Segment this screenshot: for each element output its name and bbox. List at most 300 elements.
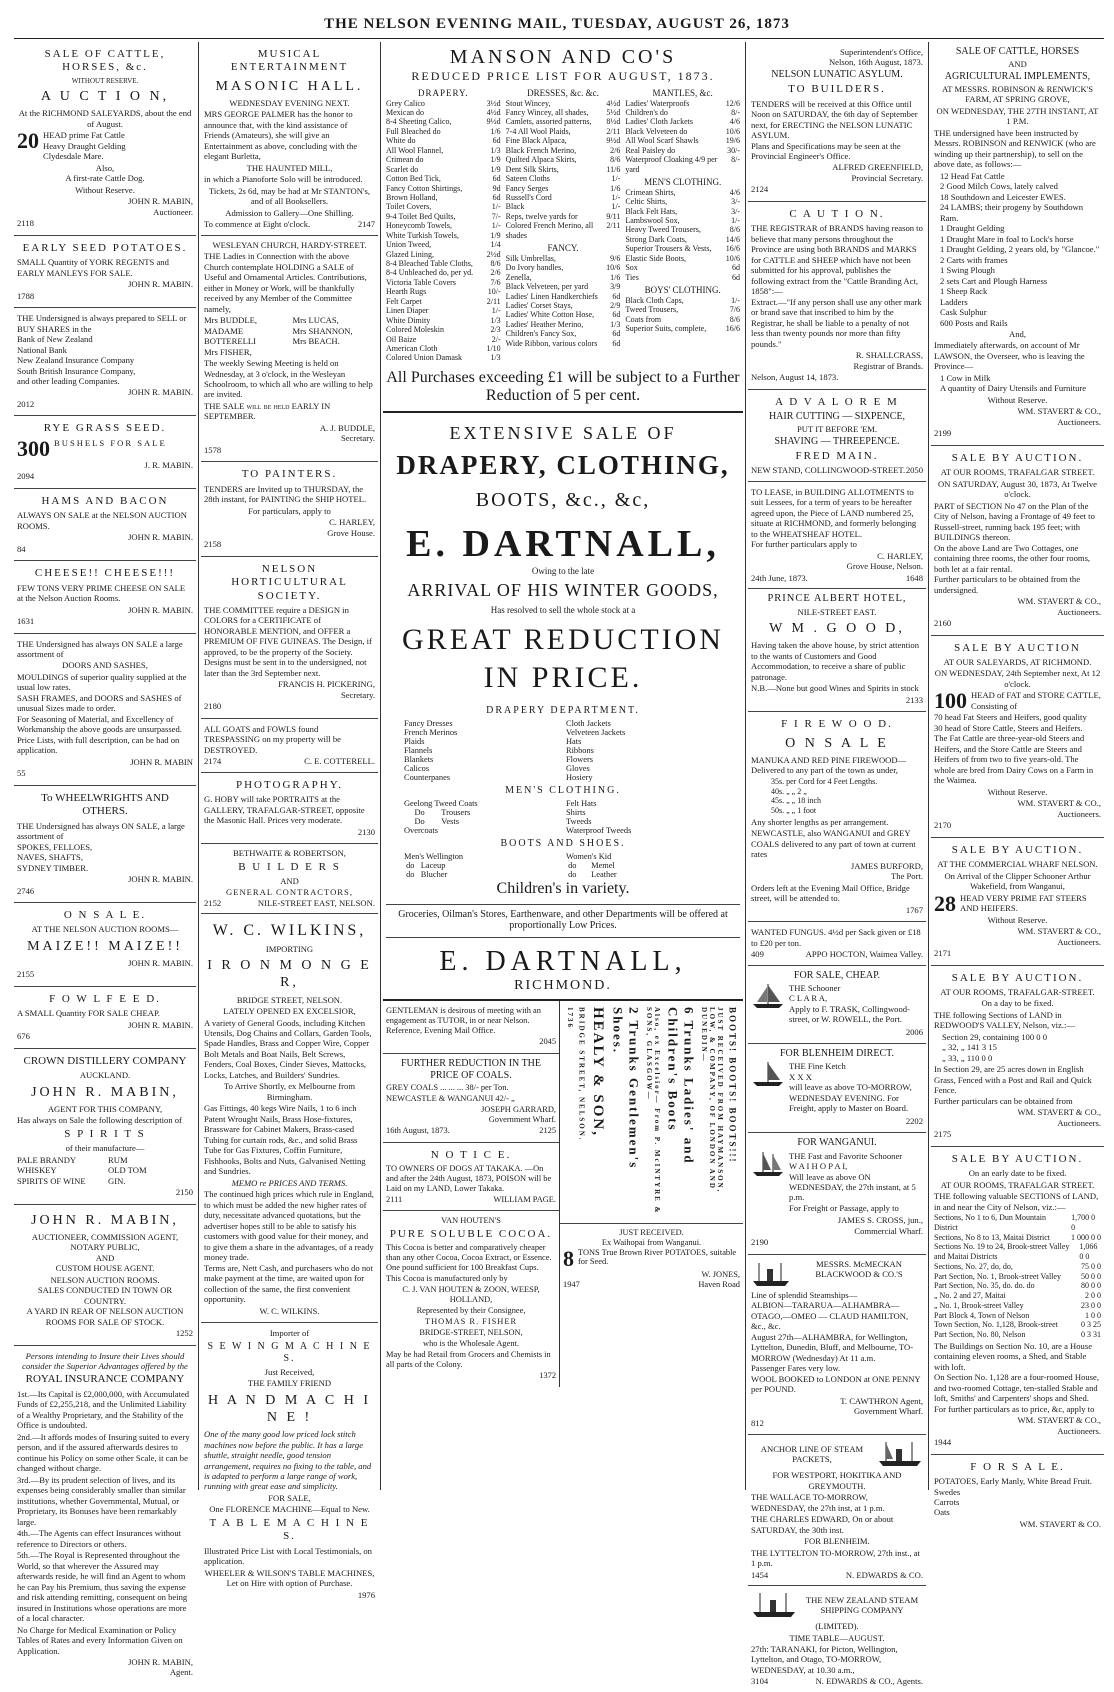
row-label: All Wool Scarf Shawls: [625, 136, 699, 146]
price-list: [625, 188, 740, 282]
row-value: 8/6: [490, 259, 501, 269]
price-row: [386, 278, 501, 287]
ad-blenheim-ketch: FOR BLENHEIM DIRECT. THE Fine Ketch X X X will leave as above TO-MORROW, WEDNESDAY EVENING. For Freight, apply to Master on Board. 2202: [748, 1044, 926, 1133]
row-label: Ladies' Heather Merino,: [505, 319, 584, 329]
row-value: 1/3: [490, 315, 501, 325]
ad-auction-section-47: SALE BY AUCTION. AT OUR ROOMS, TRAFALGAR STREET. ON SATURDAY, August 30, 1873, At Twelve o'clock. PART of SECTION No 47 on the Plan of the City of Nelson, having a Frontage of 49 feet to Russell-street, running back 195 feet; with BUILDINGS thereon. On the above Land are Two Cottages, one containing three rooms, the other four rooms, both let at a fair rental. Further particulars to be obtained from the undersigned. WM. STAVERT & CO., Auctioneers. 2160: [931, 446, 1104, 636]
row-label: Hearth Rugs: [386, 287, 427, 297]
price-row: [386, 136, 501, 145]
row-label: „ No. 1, Brook-street Valley: [934, 1300, 1024, 1310]
price-row: [506, 292, 621, 301]
row-label: 7-4 All Wool Plaids,: [505, 126, 571, 136]
row-value: 4/6: [729, 117, 741, 127]
price-row: [386, 325, 501, 334]
ad-shares: THE Undersigned is always prepared to SELL or BUY SHARES in the Bank of New Zealand National Bank New Zealand Insurance Company South British Insurance Company, and other leading Companies. JOHN R. MABIN. 2012: [14, 308, 196, 416]
ad-cattle-horses-sale: SALE OF CATTLE, HORSES, &c. WITHOUT RESERVE. A U C T I O N, At the RICHMOND SALEYARDS, about the end of August. 20 HEAD prime Fat Cattle Heavy Draught Gelding Clydesdale Mare. Also, A first-rate Cattle Dog. Without Reserve. JOHN R. MABIN, Auctioneer. 2118: [14, 42, 196, 236]
row-value: 23 0 0: [1081, 1300, 1101, 1310]
ad-anchor-line: ANCHOR LINE OF STEAM PACKETS, FOR WESTPORT, HOKITIKA AND GREYMOUTH. THE WALLACE TO-MORROW, WEDNESDAY, the 27th inst, at 1 p.m. THE CHARLES EDWARD, On or about SATURDAY, the 30th inst. FOR BLENHEIM. THE LYTTELTON TO-MORROW, 27th inst., at 1 p.m. 1454 N. EDWARDS & CO.: [748, 1435, 926, 1586]
price-row: [506, 263, 621, 272]
row-label: Full Bleached do: [386, 126, 441, 136]
row-value: 1/-: [611, 174, 621, 184]
price-row: [386, 99, 501, 108]
price-list: [506, 99, 621, 241]
row-label: Dent Silk Skirts,: [505, 164, 559, 174]
row-label: Union Tweed,: [386, 240, 432, 250]
ad-for-sale-potatoes: F O R S A L E. POTATOES, Early Manly, White Bread Fruit. Swedes Carrots Oats WM. STAVERT & CO.: [934, 1460, 1101, 1529]
column-5: [931, 42, 1104, 1529]
ad-photography: PHOTOGRAPHY. G. HOBY will take PORTRAITS at the GALLERY, TRAFALGAR-STREET, opposite the Masonic Hall. Prices very moderate. 2130: [201, 773, 378, 844]
manson-dresses-list: DRESSES, &c. &c. Stout Wincey, 4½d Fancy Wincey, all shades, 5½d Camlets, assorted patterns, 8½d 7-4 All Wool Plaids, 2/11 Fine Black Alpaca, 9½d Black French Merino, 2/6 Quilted Alpaca Skirts, 8/6 Dent Silk Skirts, 11/6 Sateen Cloths 1/- Fancy Serges 1/6 Russell's Cord 1/- Black 1/- Reps, twelve yards for 9/11 Colored French Merino, all shades 2/11 FANCY. Silk Umbrellas, 9/6 Do Ivory handles, 10/6 Zenella, 1/6 Black Velveteen, per yard 3/9 Ladies' Linen Handkerchiefs 6d Ladies' Corset Stays, 2/9 Ladies' White Cotton Hose, 6d Ladies' Heather Merino, 1/3 Children's Fancy Sox, 6d Wide Ribbon, various colors 6d: [505, 88, 621, 348]
row-value: 1/-: [491, 202, 501, 212]
row-value: 1/10: [486, 343, 501, 353]
newspaper-masthead: THE NELSON EVENING MAIL, TUESDAY, AUGUST 26, 1873: [324, 16, 790, 32]
firewood-prices: [751, 777, 923, 816]
row-label: Reps, twelve yards for: [505, 211, 578, 221]
row-label: Crimean do: [386, 155, 424, 165]
ad-wesleyan-church: WESLEYAN CHURCH, HARDY-STREET. THE Ladies in Connection with the above Church contemplate HOLDING a SALE of Useful and Ornamental Articles. Contributions, either in Money or Work, will be thankfully received by any Member of the Committee namely, Mrs BUDDLE, MADAME BOTTERELLI Mrs FISHER, Mrs LUCAS, Mrs SHANNON, Mrs BEACH. The weekly Sewing Meeting is held on Wednesday, at 3 o'clock, in the Wesleyan Schoolroom, to which all who are willing to help are invited. THE SALE will be held EARLY IN SEPTEMBER. A. J. BUDDLE, Secretary. 1578: [201, 236, 378, 463]
price-row: [625, 108, 740, 117]
price-row: [506, 193, 621, 202]
price-row: [386, 306, 501, 315]
row-value: 1/6: [610, 183, 621, 193]
row-value: 1/-: [491, 306, 501, 316]
row-value: 8½d: [606, 117, 621, 127]
row-label: Superior Suits, complete,: [625, 324, 707, 334]
row-label: Sections, No 8 to 13, Maitai District: [934, 1232, 1050, 1242]
row-value: 10/6: [725, 253, 741, 263]
row-value: 6d: [732, 263, 741, 273]
price-row: [386, 202, 501, 211]
price-row: [506, 212, 621, 221]
row-label: 8-4 Unbleached do, per yd.: [386, 268, 474, 278]
row-value: 9d: [492, 183, 501, 193]
row-value: 75 0 0: [1081, 1261, 1101, 1271]
row-value: 1/-: [611, 202, 621, 212]
ad-wheelwrights: To WHEELWRIGHTS AND OTHERS. THE Undersigned has always ON SALE, a large assortment of SPOKES, FELLOES, NAVES, SHAFTS, SYDNEY TIMBER. JOHN R. MABIN. 2746: [14, 786, 196, 903]
row-label: 9-4 Toilet Bed Quilts,: [386, 211, 456, 221]
row-value: 16/6: [725, 244, 741, 254]
ad-tutor: GENTLEMAN is desirous of meeting with an engagement as TUTOR, in or near Nelson. Reference, Evening Mail Office. 2045: [383, 1001, 559, 1054]
row-label: Fancy Wincey, all shades,: [505, 108, 589, 118]
land-sections-table: [934, 1213, 1101, 1340]
price-row: [506, 310, 621, 319]
price-list: [625, 99, 740, 175]
ad-nz-steam-shipping: THE NEW ZEALAND STEAM SHIPPING COMPANY (LIMITED). TIME TABLE—AUGUST. 27th: TARANAKI, for Picton, Wellington, Lyttelton, and Otago, TO-MORROW, WEDNESDAY, at 10.30 a.m., 3104 N. EDWARDS & CO., Agents.: [748, 1586, 926, 1692]
ad-fungus: WANTED FUNGUS. 4½d per Sack given or £18 to £20 per ton. 409 APPO HOCTON, Waimea Valley.: [748, 922, 926, 965]
row-value: 0 3 25: [1081, 1320, 1101, 1330]
manson-mantles-list: MANTLES, &c. Ladies' Waterproofs 12/6 Children's do 8/- Ladies' Cloth Jackets 4/6 Black Velveteen do 10/6 All Wool Scarf Shawls 19/6 Real Paisley do 30/- Waterproof Cloaking 4/9 per yard 8/- MEN'S CLOTHING. Crimean Shirts, 4/6 Celtic Shirts, 3/- Black Felt Hats, 3/- Lambswool Sox, 1/- Heavy Tweed Trousers, 8/6 Strong Dark Coats, 14/6 Superior Trousers & Vests, 16/6 Elastic Side Boots, 10/6 Sox 6d Ties 6d BOYS' CLOTHING. Black Cloth Caps, 1/- Tweed Trousers, 7/6 Coats from 8/6 Superior Suits, complete, 16/6: [625, 88, 741, 334]
row-value: 4½d: [486, 108, 501, 118]
column-rule: [928, 42, 929, 1490]
row-label: White Turkish Towels,: [386, 230, 459, 240]
row-value: 1/9: [490, 230, 501, 240]
price-row: [934, 1320, 1101, 1330]
center-column: [383, 42, 743, 1387]
column-2: [201, 42, 378, 1600]
row-value: 19/6: [725, 136, 741, 146]
row-label: Mexican do: [386, 108, 424, 118]
steamship-icon: [751, 1590, 797, 1620]
row-value: 6d: [612, 329, 621, 339]
row-label: Crimean Shirts,: [625, 187, 676, 197]
price-row: [386, 231, 501, 240]
price-row: [934, 1272, 1101, 1282]
price-row: [625, 155, 740, 174]
row-value: 1/9: [490, 164, 501, 174]
price-row: [386, 297, 501, 306]
ad-mabin-auctioneer: JOHN R. MABIN, AUCTIONEER, COMMISSION AGENT, NOTARY PUBLIC, AND CUSTOM HOUSE AGENT. NELSON AUCTION ROOMS. SALES CONDUCTED IN TOWN OR COUNTRY. A YARD IN REAR OF NELSON AUCTION ROOMS FOR SALE OF STOCK. 1252: [14, 1205, 196, 1346]
price-row: [771, 806, 923, 816]
price-row: [386, 184, 501, 193]
row-label: Heavy Tweed Trousers,: [625, 225, 701, 235]
price-row: [386, 221, 501, 230]
row-label: Part Section, No. 1, Brook-street Valley: [934, 1271, 1061, 1281]
row-label: Waterproof Cloaking 4/9 per yard: [625, 155, 718, 174]
price-row: [506, 108, 621, 117]
column-rule: [745, 42, 746, 1490]
row-label: Elastic Side Boots,: [625, 253, 687, 263]
price-list: [386, 99, 501, 363]
price-row: [506, 254, 621, 263]
price-row: [506, 155, 621, 164]
price-row: [506, 127, 621, 136]
ad-wanganui-schooner: FOR WANGANUI. THE Fast and Favorite Schooner W A I H O P A I, Will leave as above ON WEDNESDAY, the 27th instant, at 5 p.m. For Freight or Passage, apply to JAMES S. CROSS, jun., Commercial Wharf. 2190: [748, 1133, 926, 1255]
row-label: Coats from: [625, 314, 662, 324]
row-value: 0 3 31: [1081, 1330, 1101, 1340]
row-value: 1/4: [490, 240, 501, 250]
price-row: [386, 250, 501, 259]
row-value: 3/-: [731, 197, 741, 207]
row-label: Children's Fancy Sox,: [505, 329, 577, 339]
row-value: 10/6: [725, 126, 741, 136]
price-row: [506, 282, 621, 291]
row-value: 1/-: [491, 221, 501, 231]
price-row: [386, 240, 501, 249]
price-row: [386, 287, 501, 296]
row-value: 6d: [612, 338, 621, 348]
price-row: [506, 165, 621, 174]
price-row: [771, 777, 923, 787]
price-row: [386, 155, 501, 164]
price-row: [506, 329, 621, 338]
ad-auction-sections-nelson: SALE BY AUCTION. On an early date to be fixed. AT OUR ROOMS, TRAFALGAR STREET. THE following valuable SECTIONS of LAND, in and near the City of Nelson, viz.:— Sections, No 1 to 6, Dun Mountain District 1,700 0 0 Sections, No 8 to 13, Maitai District 1 000 0 0 Sections No. 19 to 24, Brook-street Valley and Maitai Districts 1,066 0 0 Sections, No. 27, do, do, 75 0 0 Part Section, No. 1, Brook-street Valley 50 0 0 Part Section, No. 35, do. do. do 80 0 0 „ No. 2 and 27, Maitai 2 0 0 „ No. 1, Brook-street Valley 23 0 0 Part Block 4, Town of Nelson 1 0 0 Town Section, No. 1,128, Brook-street 0 3 25 Part Section, No. 80, Nelson 0 3 31 The Buildings on Section No. 10, are a House containing eleven rooms, a Shed, and Stable with loft. On Section No. 1,128 are a four-roomed House, and two-roomed Cottage, ten-stalled Stable and loft, Smiths' and Carpenters' shops and Shed. For further particulars as to price, &c, apply to WM. STAVERT & CO., Auctioneers. 1944: [931, 1147, 1104, 1455]
row-value: 8/-: [731, 155, 741, 165]
price-row: [625, 207, 740, 216]
ad-cheese: CHEESE!! CHEESE!!! FEW TONS VERY PRIME CHEESE ON SALE at the Nelson Auction Rooms. JOHN R. MABIN. 1631: [14, 561, 196, 633]
ad-dartnall-sale: EXTENSIVE SALE OF DRAPERY, CLOTHING, BOOTS, &c., &c, E. DARTNALL, Owing to the late ARRIVAL OF HIS WINTER GOODS, Has resolved to sell the whole stock at a GREAT REDUCTION IN PRICE. DRAPERY DEPARTMENT. Fancy Dresses French Merinos Plaids Flannels Blankets Calicos Counterpanes Cloth Jackets Velveteen Jackets Hats Ribbons Flowers Gloves Hosiery MEN'S CLOTHING. Geelong Tweed Coats Do Trousers Do Vests Overcoats Felt Hats Shirts Tweeds Waterproof Tweeds BOOTS AND SHOES. Men's Wellington do Laceup do Blucher Women's Kid do Memel do Leather Children's in variety. Groceries, Oilman's Stores, Earthenware, and other Departments will be offered at proportionally Low Prices. E. DARTNALL, RICHMOND.: [383, 413, 743, 1001]
ad-van-houten-cocoa: VAN HOUTEN'S PURE SOLUBLE COCOA. This Cocoa is better and comparatively cheaper than any other Cocoa, Cocoa Extract, or Essence. One pound sufficient for 100 Breakfast Cups. This Cocoa is manufactured only by C. J. VAN HOUTEN & ZOON, WEESP, HOLLAND, Represented by their Consignee, THOMAS R. FISHER BRIDGE-STREET, NELSON, who is the Wholesale Agent. May be had Retail from Grocers and Chemists in all parts of the Colony. 1372: [386, 1216, 556, 1381]
ad-sewing-machines: Importer of S E W I N G M A C H I N E S. Just Received, THE FAMILY FRIEND H A N D M A C H I N E ! One of the many good low priced lock stitch machines now before the public. It has a large shuttle, straight needle, good tension arrangement, requires no fixing to the table, and is adapted to perform a large range of work, running with great ease and simplicity. FOR SALE, One FLORENCE MACHINE—Equal to New. T A B L E M A C H I N E S. Illustrated Price List with Local Testimonials, on application. WHEELER & WILSON'S TABLE MACHINES, Let on Hire with option of Purchase. 1976: [204, 1328, 375, 1600]
ad-auction-richmond-cattle: SALE BY AUCTION AT OUR SALEYARDS, AT RICHMOND. ON WEDNESDAY, 24th September next, At 12 o'clock. 100 HEAD of FAT and STORE CATTLE, Consisting of 70 head Fat Steers and Heifers, good quality 30 head of Store Cattle, Steers and Heifers. The Fat Cattle are three-year-old Steers and Heifers, and the Store Cattle are Steers and Heifers of from two to five years-old. The whole are bred from Dairy Cows on a Farm in the Waimea. Without Reserve. WM. STAVERT & CO., Auctioneers. 2170: [931, 636, 1104, 838]
row-value: 1/-: [611, 192, 621, 202]
price-row: [386, 259, 501, 268]
ad-musical-entertainment: MUSICAL ENTERTAINMENT MASONIC HALL. WEDNESDAY EVENING NEXT. MRS GEORGE PALMER has the honor to announce that, with the kind assistance of Friends (Amateurs), she will give an Entertainment as above, concluding with the elegant Burletta, THE HAUNTED MILL, in which a Pianoforte Solo will be introduced. Tickets, 2s 6d, may be had at Mr STANTON's, and of all Booksellers. Admission to Gallery—One Shilling. To commence at Eight o'clock. 2147: [201, 42, 378, 236]
row-value: 1/3: [490, 145, 501, 155]
row-label: Ladies' Corset Stays,: [505, 300, 573, 310]
row-label: Part Section, No. 35, do. do. do: [934, 1281, 1035, 1291]
row-value: 3/9: [610, 282, 621, 292]
ad-horticultural-society: NELSON HORTICULTURAL SOCIETY. THE COMMITTEE require a DESIGN in COLORS for a CERTIFICATE of HONORABLE MENTION, and OFFER a PREMIUM OF FIVE GUINEAS. The Design, if approved, to be the property of the Society. Designs must be sent in to the undersigned, not later than the 3rd September next. FRANCIS H. PICKERING, Secretary. 2180: [201, 557, 378, 719]
row-label: Lambswool Sox,: [625, 216, 680, 226]
row-label: Ties: [625, 272, 639, 282]
row-value: 6d: [492, 136, 501, 146]
row-value: 8/6: [729, 225, 741, 235]
row-label: Fine Black Alpaca,: [505, 136, 567, 146]
price-row: [625, 305, 740, 314]
row-value: 80 0 0: [1081, 1281, 1101, 1291]
price-row: [934, 1213, 1101, 1233]
ad-bethwaite-robertson: BETHWAITE & ROBERTSON, B U I L D E R S AND GENERAL CONTRACTORS, 2152 NILE-STREET EAST, NELSON.: [201, 844, 378, 914]
row-label: Black French Merino,: [505, 145, 577, 155]
ad-maize: O N S A L E. AT THE NELSON AUCTION ROOMS— MAIZE!! MAIZE!! JOHN R. MABIN. 2155: [14, 903, 196, 987]
row-value: 1/9: [490, 155, 501, 165]
column-4: [748, 42, 926, 1687]
price-row: [506, 202, 621, 211]
price-row: [625, 254, 740, 263]
ship-icon: [751, 1060, 785, 1088]
row-value: 2/6: [610, 145, 621, 155]
ad-doors-sashes: THE Undersigned has always ON SALE a large assortment of DOORS AND SASHES, MOULDINGS of superior quality supplied at the usual low rates. SASH FRAMES, and DOORS and SASHES of unusual Sizes made to order. For Seasoning of Material, and Excellency of Workmanship the above goods are unsurpassed. Price Lists, with full description, can be had on application. JOHN R. MABIN 55: [14, 634, 196, 786]
price-row: [506, 301, 621, 310]
row-label: Part Block 4, Town of Nelson: [934, 1310, 1030, 1320]
row-value: 8/6: [729, 314, 741, 324]
row-value: 1/6: [490, 126, 501, 136]
price-row: [386, 146, 501, 155]
row-value: 4½d: [606, 98, 621, 108]
row-label: Colored Moleskin: [386, 325, 444, 335]
ad-seed-potatoes: EARLY SEED POTATOES. SMALL Quantity of YORK REGENTS and EARLY MANLEYS FOR SALE. JOHN R. MABIN. 1788: [14, 236, 196, 308]
ad-auction-commercial-wharf: SALE BY AUCTION. AT THE COMMERCIAL WHARF NELSON. On Arrival of the Clipper Schooner Arthur Wakefield, from Wanganui, 28 HEAD VERY PRIME FAT STEERS AND HEIFERS. Without Reserve. WM. STAVERT & CO., Auctioneers. 2171: [931, 838, 1104, 966]
price-row: [506, 99, 621, 108]
price-row: [625, 244, 740, 253]
row-label: Toilet Covers,: [386, 202, 432, 212]
row-value: 1,066 0 0: [1079, 1242, 1098, 1262]
column-rule: [198, 42, 199, 1490]
masthead-rule: [14, 38, 1104, 39]
row-label: Quilted Alpaca Skirts,: [505, 155, 577, 165]
price-row: [625, 197, 740, 206]
price-row: [386, 165, 501, 174]
row-label: Colored Union Damask: [386, 353, 462, 363]
row-label: American Cloth: [386, 343, 438, 353]
row-label: 8-4 Sheeting Calico,: [386, 117, 452, 127]
price-row: [934, 1233, 1101, 1243]
price-row: [506, 221, 621, 240]
price-row: [934, 1242, 1101, 1262]
row-label: Honeycomb Towels,: [386, 221, 452, 231]
price-row: [386, 117, 501, 126]
row-label: 40s. „ „ 2 „: [771, 786, 807, 796]
price-list: [506, 254, 621, 348]
ad-auction-redwoods-valley: SALE BY AUCTION. AT OUR ROOMS, TRAFALGAR-STREET. On a day to be fixed. THE following Sections of LAND in REDWOOD'S VALLEY, Nelson, viz.:— Section 29, containing 100 0 0 „ 32, „ 141 3 15 „ 33, „ 110 0 0 In Section 29, are 25 acres down in English Grass, Fenced with a Post and Rail and Quick Fence. Further particulars can be obtained from WM. STAVERT & CO., Auctioneers. 2175: [931, 966, 1104, 1147]
price-row: [506, 117, 621, 126]
center-lower: [383, 1001, 743, 1387]
price-row: [386, 212, 501, 221]
price-row: [771, 796, 923, 806]
price-row: [934, 1330, 1101, 1340]
row-value: 12/6: [725, 98, 741, 108]
row-value: 9½d: [486, 117, 501, 127]
price-row: [625, 296, 740, 305]
row-value: 30/-: [727, 145, 741, 155]
ship-icon: [751, 1150, 785, 1178]
row-value: 1/-: [731, 216, 741, 226]
price-row: [625, 273, 740, 282]
row-label: Zenella,: [505, 272, 532, 282]
price-row: [386, 335, 501, 344]
row-label: Wide Ribbon, various colors: [505, 338, 598, 348]
row-label: Do Ivory handles,: [505, 263, 564, 273]
row-label: Felt Carpet: [386, 296, 422, 306]
ad-manson-price-list: MANSON AND CO'S REDUCED PRICE LIST FOR AUGUST, 1873. DRAPERY. Grey Calico 3½d Mexican do 4½d 8-4 Sheeting Calico, 9½d Full Bleached do 1/6 White do 6d All Wool Flannel, 1/3 Crimean do 1/9 Scarlet do 1/9 Cotton Bed Tick, 6d Fancy Cotton Shirtings, 9d Brown Holland, 6d Toilet Covers, 1/- 9-4 Toilet Bed Quilts, 7/- Honeycomb Towels, 1/- White Turkish Towels, 1/9 Union Tweed, 1/4 Glazed Lining, 2½d 8-4 Bleached Table Cloths, 8/6 8-4 Unbleached do, per yd. 2/6 Victoria Table Covers 7/6 Hearth Rugs 10/- Felt Carpet 2/11 Linen Diaper 1/- White Dimity 1/3 Colored Moleskin 2/3 Oil Baize 2/- American Cloth 1/10 Colored Union Damask 1/3 DRESSES, &c. &c. Stout Wincey, 4½d Fancy Wincey, all shades, 5½d Camlets, assorted patterns, 8½d 7-4 All Wool Plaids, 2/11 Fine Black Alpaca, 9½d Black French Merino, 2/6 Quilted Alpaca Skirts, 8/6 Dent Silk Skirts, 11/6 Sateen Cloths 1/- Fancy Serges 1/6 Russell's Cord 1/- Black 1/- Reps, twelve yards for 9/11 Colored French Merino, all shades 2/11 FANCY. Silk Umbrellas, 9/6 Do Ivory handles, 10/6 Zenella, 1/6 Black Velveteen, per yard 3/9 Ladies' Linen Handkerchiefs 6d Ladies' Corset Stays, 2/9 Ladies' White Cotton Hose, 6d Ladies' Heather Merino, 1/3 Children's Fancy Sox, 6d Wide Ribbon, various colors 6d MANTLES, &c. Ladies' Waterproofs 12/6 Children's do 8/- Ladies' Cloth Jackets 4/6 Black Velveteen do 10/6 All Wool Scarf Shawls 19/6 Real Paisley do 30/- Waterproof Cloaking 4/9 per yard 8/- MEN'S CLOTHING. Crimean Shirts, 4/6 Celtic Shirts, 3/- Black Felt Hats, 3/- Lambswool Sox, 1/- Heavy Tweed Trousers, 8/6 Strong Dark Coats, 14/6 Superior Trousers & Vests, 16/6 Elastic Side Boots, 10/6 Sox 6d Ties 6d BOYS' CLOTHING. Black Cloth Caps, 1/- Tweed Trousers, 7/6 Coats from 8/6 Superior Suits, complete, 16/6 All Purchases exceeding £1 will be subject to a Further Reduction of 5 per cent.: [383, 42, 743, 413]
price-row: [625, 225, 740, 234]
column-rule: [380, 42, 381, 1490]
row-value: 1/6: [610, 272, 621, 282]
row-value: 8/-: [731, 108, 741, 118]
price-row: [386, 316, 501, 325]
row-value: 14/6: [725, 234, 741, 244]
ad-prince-albert-hotel: PRINCE ALBERT HOTEL, NILE-STREET EAST. W M . G O O D, Having taken the above house, by strict attention to the wants of Customers and Good Accommodation, to receive a share of public patronage. N.B.—None but good Wines and Spirits in stock 2133: [748, 589, 926, 712]
ad-crown-distillery: CROWN DISTILLERY COMPANY AUCKLAND. JOHN R. MABIN, AGENT FOR THIS COMPANY, Has always on Sale the following description of S P I R I T S of their manufacture— PALE BRANDY WHISKEY SPIRITS OF WINE RUM OLD TOM GIN. 2150: [14, 1049, 196, 1205]
row-label: Oil Baize: [386, 334, 417, 344]
steamship-icon: [751, 1259, 791, 1289]
ad-mcmeckan-steamships: MESSRS. McMECKAN BLACKWOOD & CO.'S Line of splendid Steamships— ALBION—TARARUA—ALHAMBRA—OTAGO,—OMEO — CLAUD HAMILTON, &c., &c. August 27th—ALHAMBRA, for Wellington, Lyttelton, Dunedin, Bluff, and Melbourne, TO-MORROW (Wednesday) At 11 a.m. Passenger Fares very low. WOOL BOOKED to LONDON at ONE PENNY per POUND. T. CAWTHRON Agent, Government Wharf. 812: [748, 1255, 926, 1435]
ad-notice-dogs: N O T I C E. TO OWNERS OF DOGS AT TAKAKA. —On and after the 24th August, 1873, POISON will be Laid on my LAND, Lower Takaka. 2111 WILLIAM PAGE.: [383, 1143, 559, 1212]
row-value: 11/6: [606, 164, 621, 174]
row-value: 1,700 0 0: [1071, 1213, 1096, 1232]
row-value: 7/6: [490, 277, 501, 287]
row-value: 10/6: [606, 263, 621, 273]
price-row: [506, 273, 621, 282]
row-label: Grey Calico: [386, 98, 425, 108]
ad-schooner-clara: FOR SALE, CHEAP. THE Schooner C L A R A, Apply to F. TRASK, Collingwood-street, or W. ROWELL, the Port. 2006: [748, 966, 926, 1045]
ship-icon: [751, 982, 785, 1010]
ad-goats-fowls: ALL GOATS and FOWLS found TRESPASSING on my property will be DESTROYED. 2174 C. E. COTTERELL.: [201, 719, 378, 773]
row-label: Black Felt Hats,: [625, 206, 678, 216]
row-label: Black Cloth Caps,: [625, 295, 684, 305]
row-label: 35s. per Cord for 4 Feet Lengths.: [771, 776, 878, 786]
row-label: Ladies' Linen Handkerchiefs: [505, 291, 598, 301]
price-row: [934, 1311, 1101, 1321]
row-value: 2/6: [490, 268, 501, 278]
row-value: 6d: [492, 174, 501, 184]
row-label: Linen Diaper: [386, 306, 429, 316]
row-value: 2/11: [486, 296, 501, 306]
row-label: Russell's Cord: [505, 192, 552, 202]
steamship-icon: [877, 1439, 923, 1469]
ad-lease: TO LEASE, in BUILDING ALLOTMENTS to suit Lessees, for a term of years to be hereafter agreed upon, the Piece of LAND numbered 25, situate at RICHMOND, and formerly belonging to the WHEATSHEAF HOTEL. For further particulars apply to C. HARLEY, Grove House, Nelson. 24th June, 1873. 1648: [748, 482, 926, 589]
row-label: Black Velveteen do: [625, 126, 688, 136]
price-row: [771, 787, 923, 797]
row-label: Ladies' Waterproofs: [625, 98, 690, 108]
row-label: Part Section, No. 80, Nelson: [934, 1330, 1026, 1340]
ad-potatoes: JUST RECEIVED. Ex Waihopai from Wanganui. 8 TONS True Brown River POTATOES, suitable for Seed. W. JONES, 1947 Haven Road: [563, 1227, 740, 1289]
row-label: Cotton Bed Tick,: [386, 174, 441, 184]
row-value: 1 000 0 0: [1071, 1232, 1101, 1242]
row-label: Sections, No 1 to 6, Dun Mountain District: [934, 1213, 1046, 1232]
ad-rye-grass: RYE GRASS SEED. 300 BUSHELS FOR SALE J. R. MABIN. 2094: [14, 416, 196, 488]
row-label: Celtic Shirts,: [625, 197, 668, 207]
row-label: Colored French Merino, all shades: [505, 221, 594, 240]
price-row: [506, 146, 621, 155]
ad-healy-son-boots: BOOTS! BOOTS! BOOTS!!! JUST RECEIVED FROM HAYMANSON, LOW, & COMPANY, OF LONDON AND DUNEDIN— 6 Trunks Ladies' and Children's Boots Also, ex Excelsior— From P. McINTYRE & SONS, GLASGOW— 2 Trunks Gentlemen's Shoes. HEALY & SON, BRIDGE STREET, NELSON. 1736: [560, 1001, 743, 1224]
price-row: [386, 127, 501, 136]
price-row: [625, 146, 740, 155]
price-row: [625, 188, 740, 197]
price-row: [625, 127, 740, 136]
row-value: 50 0 0: [1081, 1271, 1101, 1281]
price-row: [625, 117, 740, 126]
manson-drapery-list: DRAPERY. Grey Calico 3½d Mexican do 4½d 8-4 Sheeting Calico, 9½d Full Bleached do 1/6 White do 6d All Wool Flannel, 1/3 Crimean do 1/9 Scarlet do 1/9 Cotton Bed Tick, 6d Fancy Cotton Shirtings, 9d Brown Holland, 6d Toilet Covers, 1/- 9-4 Toilet Bed Quilts, 7/- Honeycomb Towels, 1/- White Turkish Towels, 1/9 Union Tweed, 1/4 Glazed Lining, 2½d 8-4 Bleached Table Cloths, 8/6 8-4 Unbleached do, per yd. 2/6 Victoria Table Covers 7/6 Hearth Rugs 10/- Felt Carpet 2/11 Linen Diaper 1/- White Dimity 1/3 Colored Moleskin 2/3 Oil Baize 2/- American Cloth 1/10 Colored Union Damask 1/3: [386, 88, 501, 363]
row-label: Sections, No. 27, do, do,: [934, 1261, 1013, 1271]
row-value: 9/6: [610, 253, 621, 263]
row-label: All Wool Flannel,: [386, 145, 444, 155]
row-label: White do: [386, 136, 416, 146]
row-value: 1/3: [610, 319, 621, 329]
row-value: 7/-: [491, 211, 501, 221]
row-label: 45s. „ „ 18 inch: [771, 796, 821, 806]
column-1: [14, 42, 196, 1678]
ad-caution-brands: C A U T I O N. THE REGISTRAR of BRANDS having reason to believe that many persons throughout the Province are using both BRANDS and MARKS for CATTLE and SHEEP which have not been submitted for his approval, publishes the following extract from the "Cattle Branding Act, 1858":— Extract.—"If any person shall use any other mark or brand save that inscribed to him by the Registrar, he shall be liable to a penalty of not less than twenty pounds nor more than fifty pounds." R. SHALLCRASS, Registrar of Brands. Nelson, August 14, 1873.: [748, 202, 926, 390]
row-value: 10/-: [487, 287, 501, 297]
ad-coals: FURTHER REDUCTION IN THE PRICE OF COALS. GREY COALS ... ... ... 38/- per Ton. NEWCASTLE & WANGANUI 42/- „ JOSEPH GARRARD, Government Wharf. 16th August, 1873. 2125: [383, 1054, 559, 1142]
price-row: [386, 193, 501, 202]
ad-hams-bacon: HAMS AND BACON ALWAYS ON SALE at the NELSON AUCTION ROOMS. JOHN R. MABIN. 84: [14, 489, 196, 561]
row-label: Sections No. 19 to 24, Brook-street Valley and Maitai Districts: [934, 1242, 1070, 1262]
row-label: „ No. 2 and 27, Maitai: [934, 1291, 1006, 1301]
row-value: 2/11: [606, 221, 621, 231]
row-value: 2/-: [491, 334, 501, 344]
row-value: 8/6: [610, 155, 621, 165]
ad-to-painters: TO PAINTERS. TENDERS are Invited up to THURSDAY, the 28th instant, for PAINTING the SHIP HOTEL. For particulars, apply to C. HARLEY, Grove House. 2158: [201, 462, 378, 556]
row-label: Brown Holland,: [386, 192, 438, 202]
row-value: 9/11: [606, 211, 621, 221]
row-label: Black: [505, 202, 525, 212]
row-label: Superior Trousers & Vests,: [625, 244, 712, 254]
price-row: [506, 184, 621, 193]
price-list: [625, 296, 740, 334]
row-label: Silk Umbrellas,: [505, 253, 556, 263]
price-row: [625, 136, 740, 145]
price-row: [386, 353, 501, 362]
ad-wilkins-ironmonger: W. C. WILKINS, IMPORTING I R O N M O N G E R, BRIDGE STREET, NELSON. LATELY OPENED EX EXCELSIOR, A variety of General Goods, including Kitchen Utensils, Dog Chains and Collars, Garden Tools, Spade Handles, Brass and Copper Wire, Copper Bolt Metals and Boat Nails, Belt Screws, Fenders, Coal Boxes, Cinder Sieves, Mattocks, Locks, Latches, and Builders' Sundries. To Arrive Shortly, ex Melbourne from Birmingham. Gas Fittings, 40 kegs Wire Nails, 1 to 6 inch Patent Wrought Nails, Brass Hose-fixtures, Brassware for Cabinet Makers, Brass-cased Tubing for curtain rods, &c., and solid Brass Tube for Gas Fixtures, Coffin Furniture, Fishhooks, Bolts and Nuts, Galvanised Netting and Sundries. MEMO re PRICES AND TERMS. The continued high prices which rule in England, to which must be added the new higher rates of duty, necessitate advanced quotations, but the advertiser hopes still to be able to satisfy his customers with good value for their money, and to give them a share in the advantages, of a ready money trade. Terms are, Nett Cash, and purchasers who do not make payment at the time, are waited upon for collection of the same, the first convenient opportunity. W. C. WILKINS.: [201, 914, 378, 1323]
price-row: [625, 263, 740, 272]
row-value: 7/6: [729, 305, 741, 315]
row-label: Tweed Trousers,: [625, 305, 679, 315]
row-value: 6d: [732, 272, 741, 282]
row-value: 2½d: [486, 249, 501, 259]
price-row: [934, 1301, 1101, 1311]
row-label: Fancy Cotton Shirtings,: [386, 183, 463, 193]
row-label: Ladies' White Cotton Hose,: [505, 310, 595, 320]
row-label: Ladies' Cloth Jackets: [625, 117, 693, 127]
price-row: [506, 320, 621, 329]
row-label: Glazed Lining,: [386, 249, 434, 259]
row-label: Scarlet do: [386, 164, 419, 174]
ad-hair-cutting: A D V A L O R E M HAIR CUTTING — SIXPENCE, PUT IT BEFORE 'EM. SHAVING — THREEPENCE. FRED MAIN. NEW STAND, COLLINGWOOD-STREET. 2050: [748, 390, 926, 482]
row-value: 1 0 0: [1085, 1310, 1101, 1320]
price-row: [506, 136, 621, 145]
row-value: 2/11: [606, 126, 621, 136]
row-value: 5½d: [606, 108, 621, 118]
price-row: [934, 1262, 1101, 1272]
price-row: [625, 324, 740, 333]
price-row: [625, 99, 740, 108]
price-row: [625, 235, 740, 244]
row-value: 3½d: [486, 98, 501, 108]
row-value: 6d: [492, 192, 501, 202]
price-row: [506, 174, 621, 183]
